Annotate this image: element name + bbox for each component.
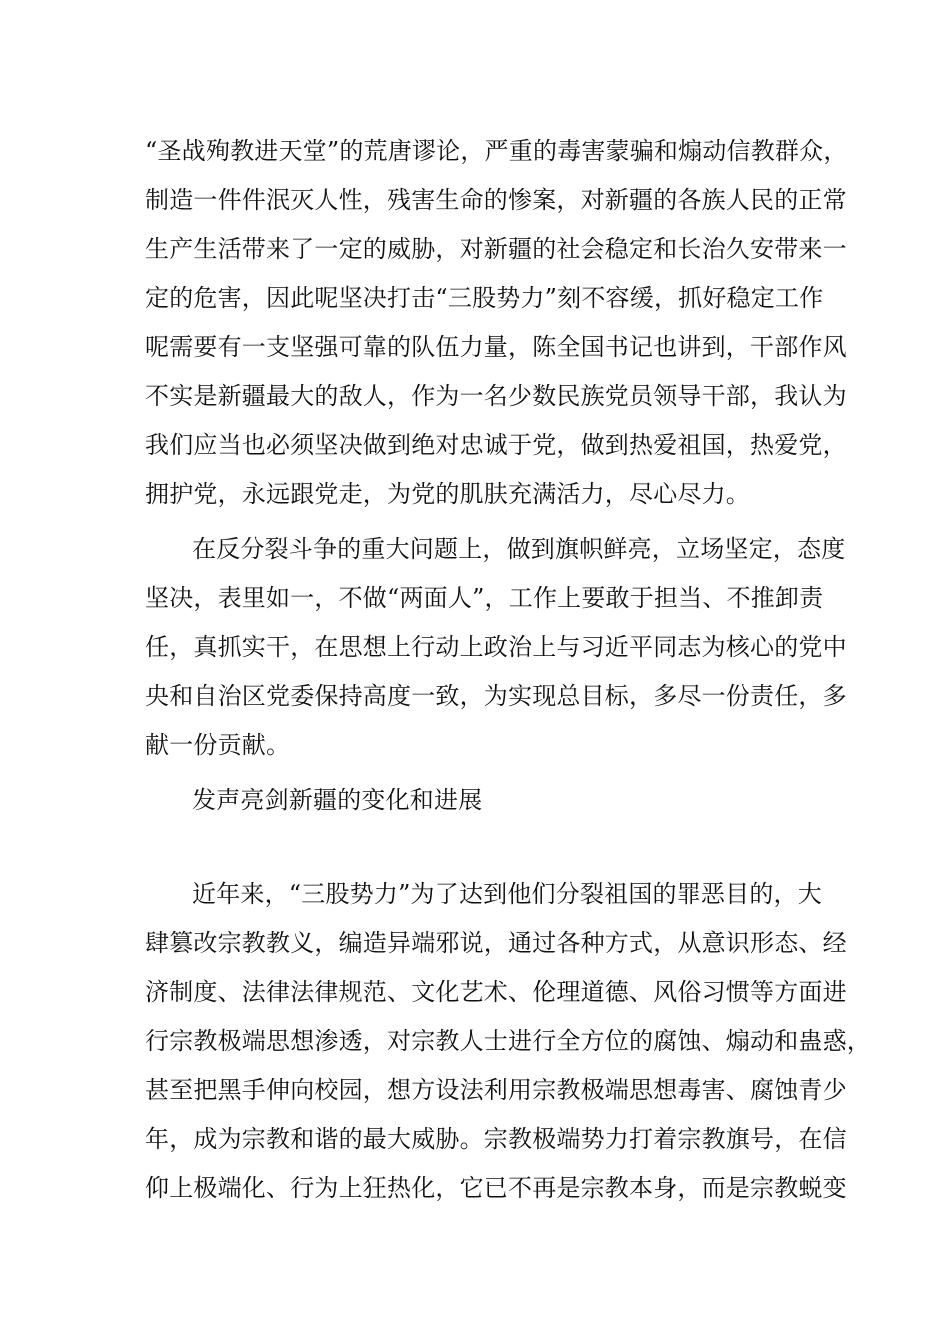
text-line: 任，真抓实干，在思想上行动上政治上与习近平同志为核心的党中 <box>145 633 847 661</box>
text-line: 年，成为宗教和谐的最大威胁。宗教极端势力打着宗教旗号，在信 <box>145 1125 847 1153</box>
section-heading: 发声亮剑新疆的变化和进展 <box>192 786 483 814</box>
text-line: “圣战殉教进天堂”的荒唐谬论，严重的毒害蒙骗和煽动信教群众， <box>145 137 848 165</box>
text-line: 济制度、法律法律规范、文化艺术、伦理道德、风俗习惯等方面进 <box>145 978 847 1006</box>
text-line: 坚决，表里如一，不做“两面人”，工作上要敢于担当、不推卸责 <box>145 584 824 612</box>
text-line: 肆篡改宗教教义，编造异端邪说，通过各种方式，从意识形态、经 <box>145 929 847 957</box>
text-line: 行宗教极端思想渗透，对宗教人士进行全方位的腐蚀、煽动和蛊惑， <box>145 1027 871 1055</box>
text-line: 拥护党，永远跟党走，为党的肌肤充满活力，尽心尽力。 <box>145 480 750 508</box>
text-line: 献一份贡献。 <box>145 731 291 759</box>
text-line: 不实是新疆最大的敌人，作为一名少数民族党员领导干部，我认为 <box>145 382 847 410</box>
text-line: 近年来，“三股势力”为了达到他们分裂祖国的罪恶目的，大 <box>192 880 822 908</box>
text-line: 定的危害，因此呢坚决打击“三股势力”刻不容缓，抓好稳定工作 <box>145 284 824 312</box>
text-line: 央和自治区党委保持高度一致，为实现总目标，多尽一份责任，多 <box>145 682 847 710</box>
text-line: 甚至把黑手伸向校园，想方设法利用宗教极端思想毒害、腐蚀青少 <box>145 1076 847 1104</box>
text-line: 我们应当也必须坚决做到绝对忠诚于党，做到热爱祖国，热爱党， <box>145 431 847 459</box>
text-line: 仰上极端化、行为上狂热化，它已不再是宗教本身，而是宗教蜕变 <box>145 1174 847 1202</box>
text-line: 生产生活带来了一定的威胁，对新疆的社会稳定和长治久安带来一 <box>145 235 847 263</box>
text-line: 在反分裂斗争的重大问题上，做到旗帜鲜亮，立场坚定，态度 <box>192 535 846 563</box>
text-line: 呢需要有一支坚强可靠的队伍力量，陈全国书记也讲到，干部作风 <box>145 333 847 361</box>
text-line: 制造一件件泯灭人性，残害生命的惨案，对新疆的各族人民的正常 <box>145 186 847 214</box>
